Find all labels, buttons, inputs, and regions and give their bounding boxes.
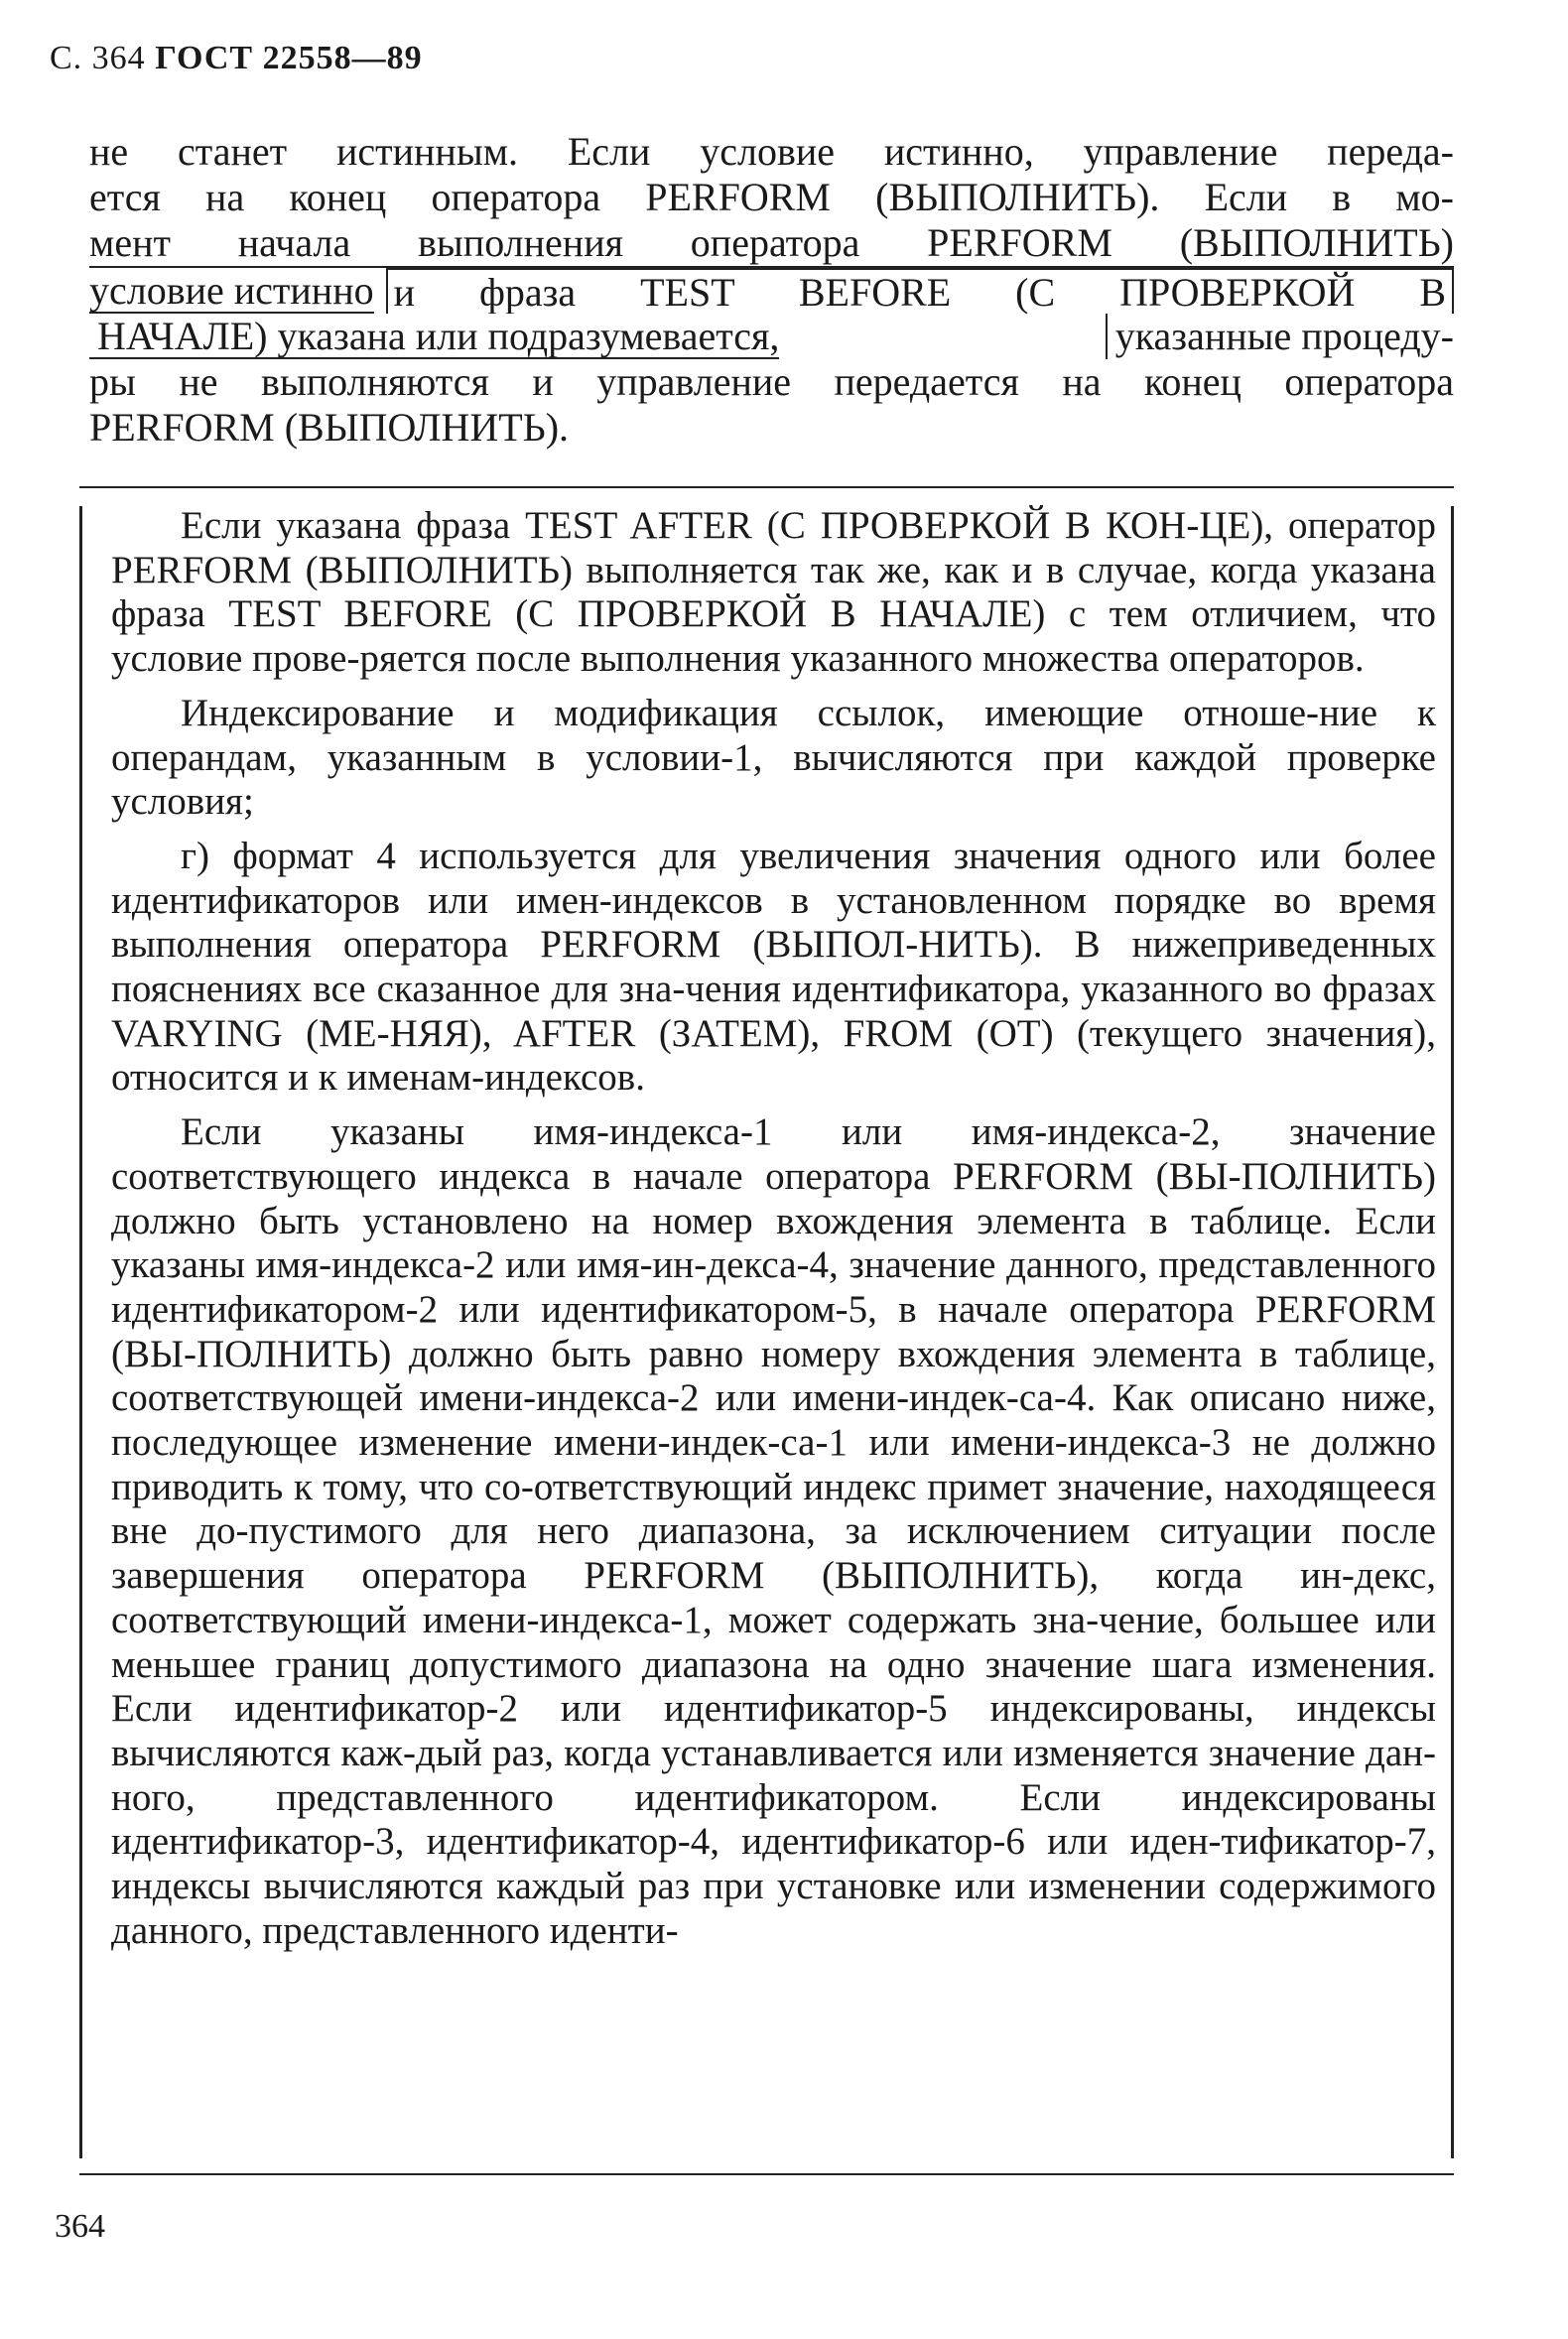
page-header [50, 40, 423, 77]
text-line-6: ры не выполняются и управление передается на конец оператора [89, 359, 1454, 404]
text-line-7: PERFORM (ВЫПОЛНИТЬ). [89, 405, 570, 450]
paragraph-indexing: Индексирование и модификация ссылок, имеющие отноше-ние к операндам, указанным в условии-1, вычисляются при каждой проверке условия; [111, 691, 1436, 824]
line5-left: НАЧАЛЕ) указана или подразумевается, [89, 314, 779, 359]
text-line-2: ется на конец оператора PERFORM (ВЫПОЛНИТЬ). Если в мо- [89, 175, 1454, 219]
change-region-bottom-rule [79, 2173, 1454, 2175]
paragraph-test-after: Если указана фраза TEST AFTER (С ПРОВЕРКОЙ В КОН-ЦЕ), оператор PERFORM (ВЫПОЛНИТЬ) выполняется так же, как и в случае, когда указана фраза TEST BEFORE (С ПРОВЕРКОЙ В НАЧАЛЕ) с тем отличием, что условие прове-ряется после выполнения указанного множества операторов. [111, 504, 1436, 681]
text-line-4 [89, 268, 1454, 314]
text-line-5 [89, 314, 1454, 359]
main-text [111, 504, 1436, 1964]
paragraph-format-4: г) формат 4 используется для увеличения значения одного или более идентификаторов или имен-индексов в установленном порядке во время выполнения оператора PERFORM (ВЫПОЛ-НИТЬ). В нижеприведенных пояснениях все сказанное для зна-чения идентификатора, указанного во фразах VARYING (МЕ-НЯЯ), AFTER (ЗАТЕМ), FROM (ОТ) (текущего значения), относится и к именам-индексов. [111, 834, 1436, 1100]
paragraph-index-names: Если указаны имя-индекса-1 или имя-индекса-2, значение соответствующего индекса в начале оператора PERFORM (ВЫ-ПОЛНИТЬ) должно быть установлено на номер вхождения элемента в таблице. Если указаны имя-индекса-2 или имя-ин-декса-4, значение данного, представленного идентификатором-2 или идентификатором-5, в начале оператора PERFORM (ВЫ-ПОЛНИТЬ) должно быть равно номеру вхождения элемента в таблице, соответствующей имени-индекса-2 или имени-индек-са-4. Как описано ниже, последующее изменение имени-индек-са-1 или имени-индекса-3 не должно приводить к тому, что со-ответствующий индекс примет значение, находящееся вне до-пустимого для него диапазона, за исключением ситуации после завершения оператора PERFORM (ВЫПОЛНИТЬ), когда ин-декс, соответствующий имени-индекса-1, может содержать зна-чение, большее или меньшее границ допустимого диапазона на одно значение шага изменения. Если идентификатор-2 или идентификатор-5 индексированы, индексы вычисляются каж-дый раз, когда устанавливается или изменяется значение дан-ного, представленного идентификатором. Если индексированы идентификатор-3, идентификатор-4, идентификатор-6 или иден-тификатор-7, индексы вычисляются каждый раз при установке или изменении содержимого данного, представленного иденти- [111, 1110, 1436, 1952]
line4-left: условие истинно [89, 268, 374, 313]
change-bar-left [79, 506, 82, 2158]
page-number: 364 [55, 2208, 105, 2245]
continuation-text [89, 129, 1454, 451]
line4-right-boxed: и фраза TEST BEFORE (С ПРОВЕРКОЙ В [386, 268, 1454, 314]
standard-number: ГОСТ 22558—89 [155, 40, 423, 76]
page-prefix: С. 364 [50, 40, 146, 76]
line5-right: указанные процеду- [1106, 314, 1454, 359]
change-bar-right [1451, 506, 1454, 2158]
text-line-3: мент начала выполнения оператора PERFORM (ВЫПОЛНИТЬ) [89, 220, 1454, 268]
change-region-top-rule [79, 486, 1454, 488]
text-line-1: не станет истинным. Если условие истинно, управление переда- [89, 129, 1454, 174]
